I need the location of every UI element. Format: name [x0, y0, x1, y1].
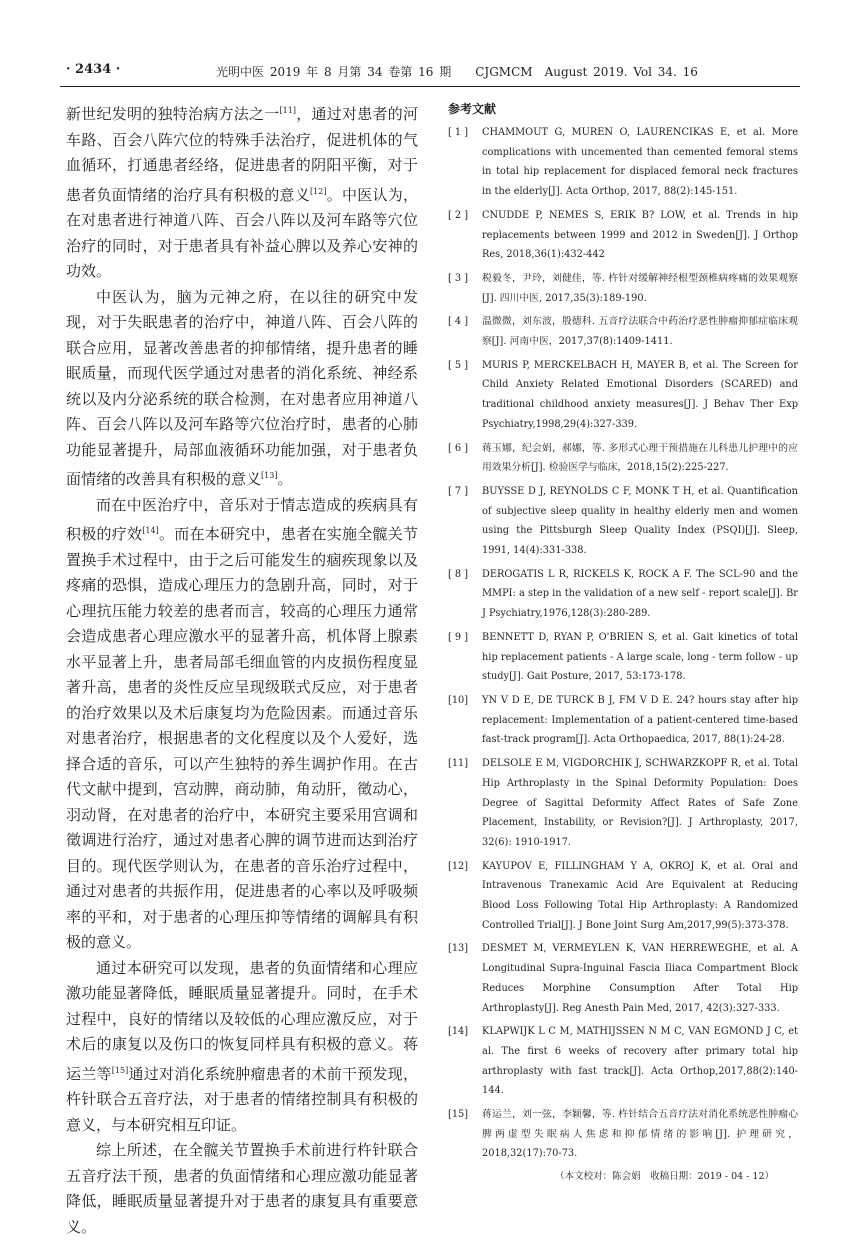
paragraph-1 [66, 98, 418, 285]
paragraph-2 [66, 285, 418, 493]
p3-text-b: 。而在本研究中，患者在实施全髋关节置换手术过程中，由于之后可能发生的痼疾现象以及疼痛的恐惧，造成心理压力的急剧升高，同时，对于心理抗压能力较差的患者而言，较高的心理压力通常会造成患者心理应激水平的显著升高，机体肾上腺素水平显著上升，患者局部毛细血管的内皮损伤程度显著升高，患者的炎性反应呈现级联式反应，对于患者的治疗效果以及术后康复均为危险因素。而通过音乐对患者治疗，根据患者的文化程度以及个人爱好，选择合适的音乐，可以产生独特的养生调护作用。在古代文献中提到，宫动脾，商动肺，角动肝，徵动心，羽动肾，在对患者的治疗中，本研究主要采用宫调和徵调进行治疗，通过对患者心脾的调节进而达到治疗目的。现代医学则认为，在患者的音乐治疗过程中，通过对患者的共振作用，促进患者的心率以及呼吸频率的平和，对于患者的心理压抑等情绪的调解具有积极的意义。 [66, 525, 418, 951]
reference-item: [ 1 ] CHAMMOUT G, MUREN O, LAURENCIKAS E, et al. More complications with uncemented than cemented femoral stems in total hip replacement for displaced femoral neck fractures in the elderly[J]. Acta Orthop, 2017, 88(2):145-151. [448, 127, 798, 198]
reference-item: [ 3 ] 税毅冬，尹玲，刘健佳，等. 杵针对缓解神经根型颈椎病疼痛的效果观察[J]. 四川中医, 2017,35(3):189-190. [448, 272, 798, 304]
page-header [66, 62, 800, 82]
citation-11: [11] [279, 106, 296, 115]
paragraph-5 [66, 1138, 418, 1240]
reference-item: [ 9 ] BENNETT D, RYAN P, O'BRIEN S, et al. Gait kinetics of total hip replacement patients - A large scale, long - term follow - up study[J]. Gait Posture, 2017, 53:173-178. [448, 631, 798, 683]
reference-item: [10] YN V D E, DE TURCK B J, FM V D E. 24? hours stay after hip replacement: Implementation of a patient-centered time-based fast-track program[J]. Acta Orthopaedica, 2017, 88(1):24-28. [448, 694, 798, 746]
reference-item: [ 7 ] BUYSSE D J, REYNOLDS C F, MONK T H, et al. Quantification of subjective sleep quality in healthy elderly men and women using the Pittsburgh Sleep Quality Index (PSQI)[J]. Sleep, 1991, 14(4):331-338. [448, 485, 798, 557]
p5-text: 综上所述，在全髋关节置换手术前进行杵针联合五音疗法干预，患者的负面情绪和心理应激功能显著降低，睡眠质量显著提升对于患者的康复具有重要意义。 [66, 1141, 418, 1236]
reference-item: [ 8 ] DEROGATIS L R, RICKELS K, ROCK A F. The SCL-90 and the MMPI: a step in the validation of a new self - report scale[J]. Br J Psychiatry,1976,128(3):280-289. [448, 568, 798, 620]
reference-item: [ 5 ] MURIS P, MERCKELBACH H, MAYER B, et al. The Screen for Child Anxiety Related Emotional Disorders (SCARED) and traditional childhood anxiety measures[J]. J Behav Ther Exp Psychiatry,1998,29(4):327-339. [448, 359, 798, 430]
p2-end: 。 [277, 470, 293, 488]
reference-item: [14] KLAPWIJK L C M, MATHIJSSEN N M C, VAN EGMOND J C, et al. The first 6 weeks of recovery after primary total hip arthroplasty with fast track[J]. Acta Orthop,2017,88(2):140-144. [448, 1026, 798, 1097]
p1-text-b: ，通过对患者的河车路、百会八阵穴位的特殊手法治疗，促进机体的气血循环，打通患者经络，促进患者的阴阳平衡，对于患者负面情绪的治疗具有积极的意义 [66, 105, 418, 204]
references-title: 参考文献 [448, 102, 497, 116]
body-text-column [66, 98, 418, 1240]
p4-text-b: 通过对消化系统肿瘤患者的术前干预发现，杵针联合五音疗法，对于患者的情绪控制具有积极的意义，与本研究相互印证。 [66, 1064, 418, 1134]
paragraph-4 [66, 956, 418, 1139]
reference-item: [ 6 ] 蒋玉娜，纪会娟，郝娜，等. 多形式心理干预措施在儿科患儿护理中的应用效果分析[J]. 检验医学与临床，2018,15(2):225-227. [448, 442, 798, 474]
paragraph-3 [66, 493, 418, 956]
journal-info: 光明中医 2019 年 8 月第 34 卷第 16 期 CJGMCM August 2019. Vol 34. 16 [216, 65, 698, 79]
reference-item: [13] DESMET M, VERMEYLEN K, VAN HERREWEGHE, et al. A Longitudinal Supra-Inguinal Fascia Iliaca Compartment Block Reduces Morphine Consumption After Total Hip Arthroplasty[J]. Reg Anesth Pain Med, 2017, 42(3):327-333. [448, 943, 798, 1014]
references-column [448, 100, 798, 1182]
reference-item: [15] 蒋运兰，刘一弦，李颖馨，等. 杵针结合五音疗法对消化系统恶性肿瘤心脾两虚型失眠病人焦虑和抑郁情绪的影响[J]. 护理研究，2018,32(17):70-73. [448, 1109, 798, 1160]
reference-item: [ 2 ] CNUDDE P, NEMES S, ERIK B? LOW, et al. Trends in hip replacements between 1999 and 2012 in Sweden[J]. J Orthop Res, 2018,36(1):432-442 [448, 209, 798, 261]
proofread-note: （本文校对：陈会娟 收稿日期：2019 - 04 - 12） [555, 1171, 774, 1183]
citation-15: [15] [111, 1065, 129, 1075]
p4-text: 通过本研究可以发现，患者的负面情绪和心理应激功能显著降低，睡眠质量显著提升。同时，在手术过程中，良好的情绪以及较低的心理应激反应，对于术后的康复以及伤口的恢复同样具有积极的意义。蒋运兰等 [66, 958, 418, 1083]
p1-text: 新世纪发明的独特治病方法之一 [66, 105, 280, 123]
citation-14: [14] [142, 526, 159, 535]
citation-12: [12] [310, 186, 327, 196]
p3-text: 而在中医治疗中，音乐对于情志造成的疾病具有积极的疗效 [66, 495, 418, 543]
page-number: · 2434 · [66, 62, 121, 77]
header-rule [60, 86, 800, 87]
reference-item: [ 4 ] 温微微，刘东波，殷德科. 五音疗法联合中药治疗恶性肿瘤抑郁症临床观察[J]. 河南中医，2017,37(8):1409-1411. [448, 316, 798, 348]
citation-13: [13] [261, 471, 278, 480]
reference-item: [11] DELSOLE E M, VIGDORCHIK J, SCHWARZKOPF R, et al. Total Hip Arthroplasty in the Spinal Deformity Population: Does Degree of Sagittal Deformity Affect Rates of Safe Zone Placement, Instability, or Revision?[J]. J Arthroplasty, 2017, 32(6): 1910-1917. [448, 758, 798, 848]
reference-list [448, 123, 798, 1164]
p2-text: 中医认为，脑为元神之府，在以往的研究中发现，对于失眠患者的治疗中，神道八阵、百会八阵的联合应用，显著改善患者的抑郁情绪，提升患者的睡眠质量，而现代医学通过对患者的消化系统、神经系统以及内分泌系统的联合检测，在对患者应用神道八阵、百会八阵以及河车路等穴位治疗时，患者的心肺功能显著提升，局部血液循环功能加强，对于患者负面情绪的改善具有积极的意义 [66, 287, 418, 488]
p1-text-c: 。中医认为，在对患者进行神道八阵、百会八阵以及河车路等穴位治疗的同时，对于患者具有补益心脾以及养心安神的功效。 [66, 185, 418, 280]
reference-item: [12] KAYUPOV E, FILLINGHAM Y A, OKROJ K, et al. Oral and Intravenous Tranexamic Acid Are Equivalent at Reducing Blood Loss Following Total Hip Arthroplasty: A Randomized Controlled Trial[J]. J Bone Joint Surg Am,2017,99(5):373-378. [448, 860, 798, 931]
